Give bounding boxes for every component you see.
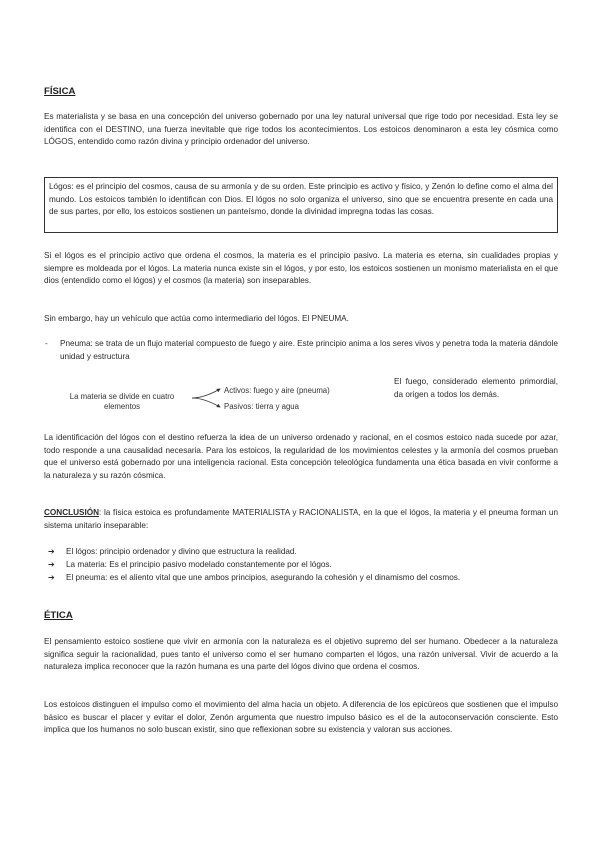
etica-heading: ÉTICA [44,610,73,621]
materia-paragraph: Si el lógos es el principio activo que ordena el cosmos, la materia es el principio pasivo. La materia es eterna, sin cualidades propias y siempre es moldeada por el lógos. La materia nunca existe sin el lógos, y por esto, los estoicos sostienen un monismo materialista en el que dios (entendido como el lógos) y el cosmos (la materia) son inseparables. [44,251,558,286]
arrow-item-text: El lógos: principio ordenador y divino que estructura la realidad. [66,547,297,556]
destino-paragraph: La identificación del lógos con el destino refuerza la idea de un universo ordenado y racional, en el cosmos estoico nada sucede por azar, todo responde a una causalidad necesaria. Para los estoicos, la regularidad de los movimientos celestes y la armonía del cosmos prueban que el universo está gobernado por una inteligencia racional. Esta concepción teleológica fundamenta una ética basada en vivir conforme a la naturaleza y su razón cósmica. [44,433,558,480]
diagram-left-line2: elementos [104,402,140,411]
etica-paragraph-2: Los estoicos distinguen el impulso como el movimiento del alma hacia un objeto. A diferencia de los epicúreos que sostienen que el impulso básico es buscar el placer y evitar el dolor, Zenón argumenta que nuestro impulso básico es el de la autoconservación consciente. Esto implica que los humanos no solo buscan existir, sino que reflexionan sobre su existencia y valoran sus acciones. [44,700,558,735]
diagram-left-text [52,392,192,412]
arrow-item-pneuma [48,572,568,585]
fisica-intro-paragraph: Es materialista y se basa en una concepción del universo gobernado por una ley natural universal que rige todo por necesidad. Esta ley se identifica con el DESTINO, una fuerza inevitable que rige todos los acontecimientos. Los estoicos denominaron a esta ley cósmica como LÓGOS, entendido como razón divina y principio ordenador del universo. [44,112,558,147]
arrow-icon: ➔ [48,560,55,569]
etica-paragraph-1: El pensamiento estoico sostiene que vivir en armonía con la naturaleza es el objetivo supremo del ser humano. Obedecer a la naturaleza significa seguir la racionalidad, pues tanto el universo como el ser humano comparten el lógos, una razón universal. Vivir de acuerdo a la naturaleza implica reconocer que la razón humana es una parte del lógos divino que ordena el cosmos. [44,637,558,672]
conclusion-label: CONCLUSIÓN [44,508,100,517]
arrow-item-text: La materia: Es el principio pasivo modelado constantemente por el lógos. [66,560,332,569]
arrow-icon: ➔ [48,573,55,582]
diagram-active-elements: Activos: fuego y aire (pneuma) [224,386,330,395]
logos-definition-text: Lógos: es el principio del cosmos, causa de su armonía y de su orden. Este principio es activo y físico, y Zenón lo define como el alma del mundo. Los estoicos también lo identifican con Dios. El lógos no solo organiza el universo, sino que se encuentra presente en cada una de sus partes, por ello, los estoicos sostienen un panteísmo, donde la divinidad impregna todas las cosas. [49,182,553,217]
diagram-left-line1: La materia se divide en cuatro [69,392,175,401]
pneuma-definition: Pneuma: se trata de un flujo material compuesto de fuego y aire. Este principio anima a los seres vivos y penetra toda la materia dándole unidad y estructura [60,339,558,361]
logos-definition-box [44,177,558,233]
arrow-item-materia [48,559,568,572]
branch-arrows-icon [190,384,226,414]
arrow-item-text: El pneuma: es el aliento vital que une ambos principios, asegurando la cohesión y el dinamismo del cosmos. [66,573,461,582]
diagram-passive-elements: Pasivos: tierra y agua [224,402,299,411]
diagram-fuego-note: El fuego, considerado elemento primordial, da origen a todos los demás. [394,377,558,399]
conclusion-paragraph [44,507,558,532]
dash-bullet: - [45,339,48,348]
arrow-icon: ➔ [48,547,55,556]
pneuma-intro-paragraph: Sin embargo, hay un vehículo que actúa como intermediario del lógos. El PNEUMA. [44,314,349,323]
conclusion-text: : la física estoica es profundamente MATERIALISTA y RACIONALISTA, en la que el lógos, la materia y el pneuma forman un sistema unitario inseparable: [44,508,558,530]
arrow-item-logos [48,546,568,559]
fisica-heading: FÍSICA [44,86,76,97]
